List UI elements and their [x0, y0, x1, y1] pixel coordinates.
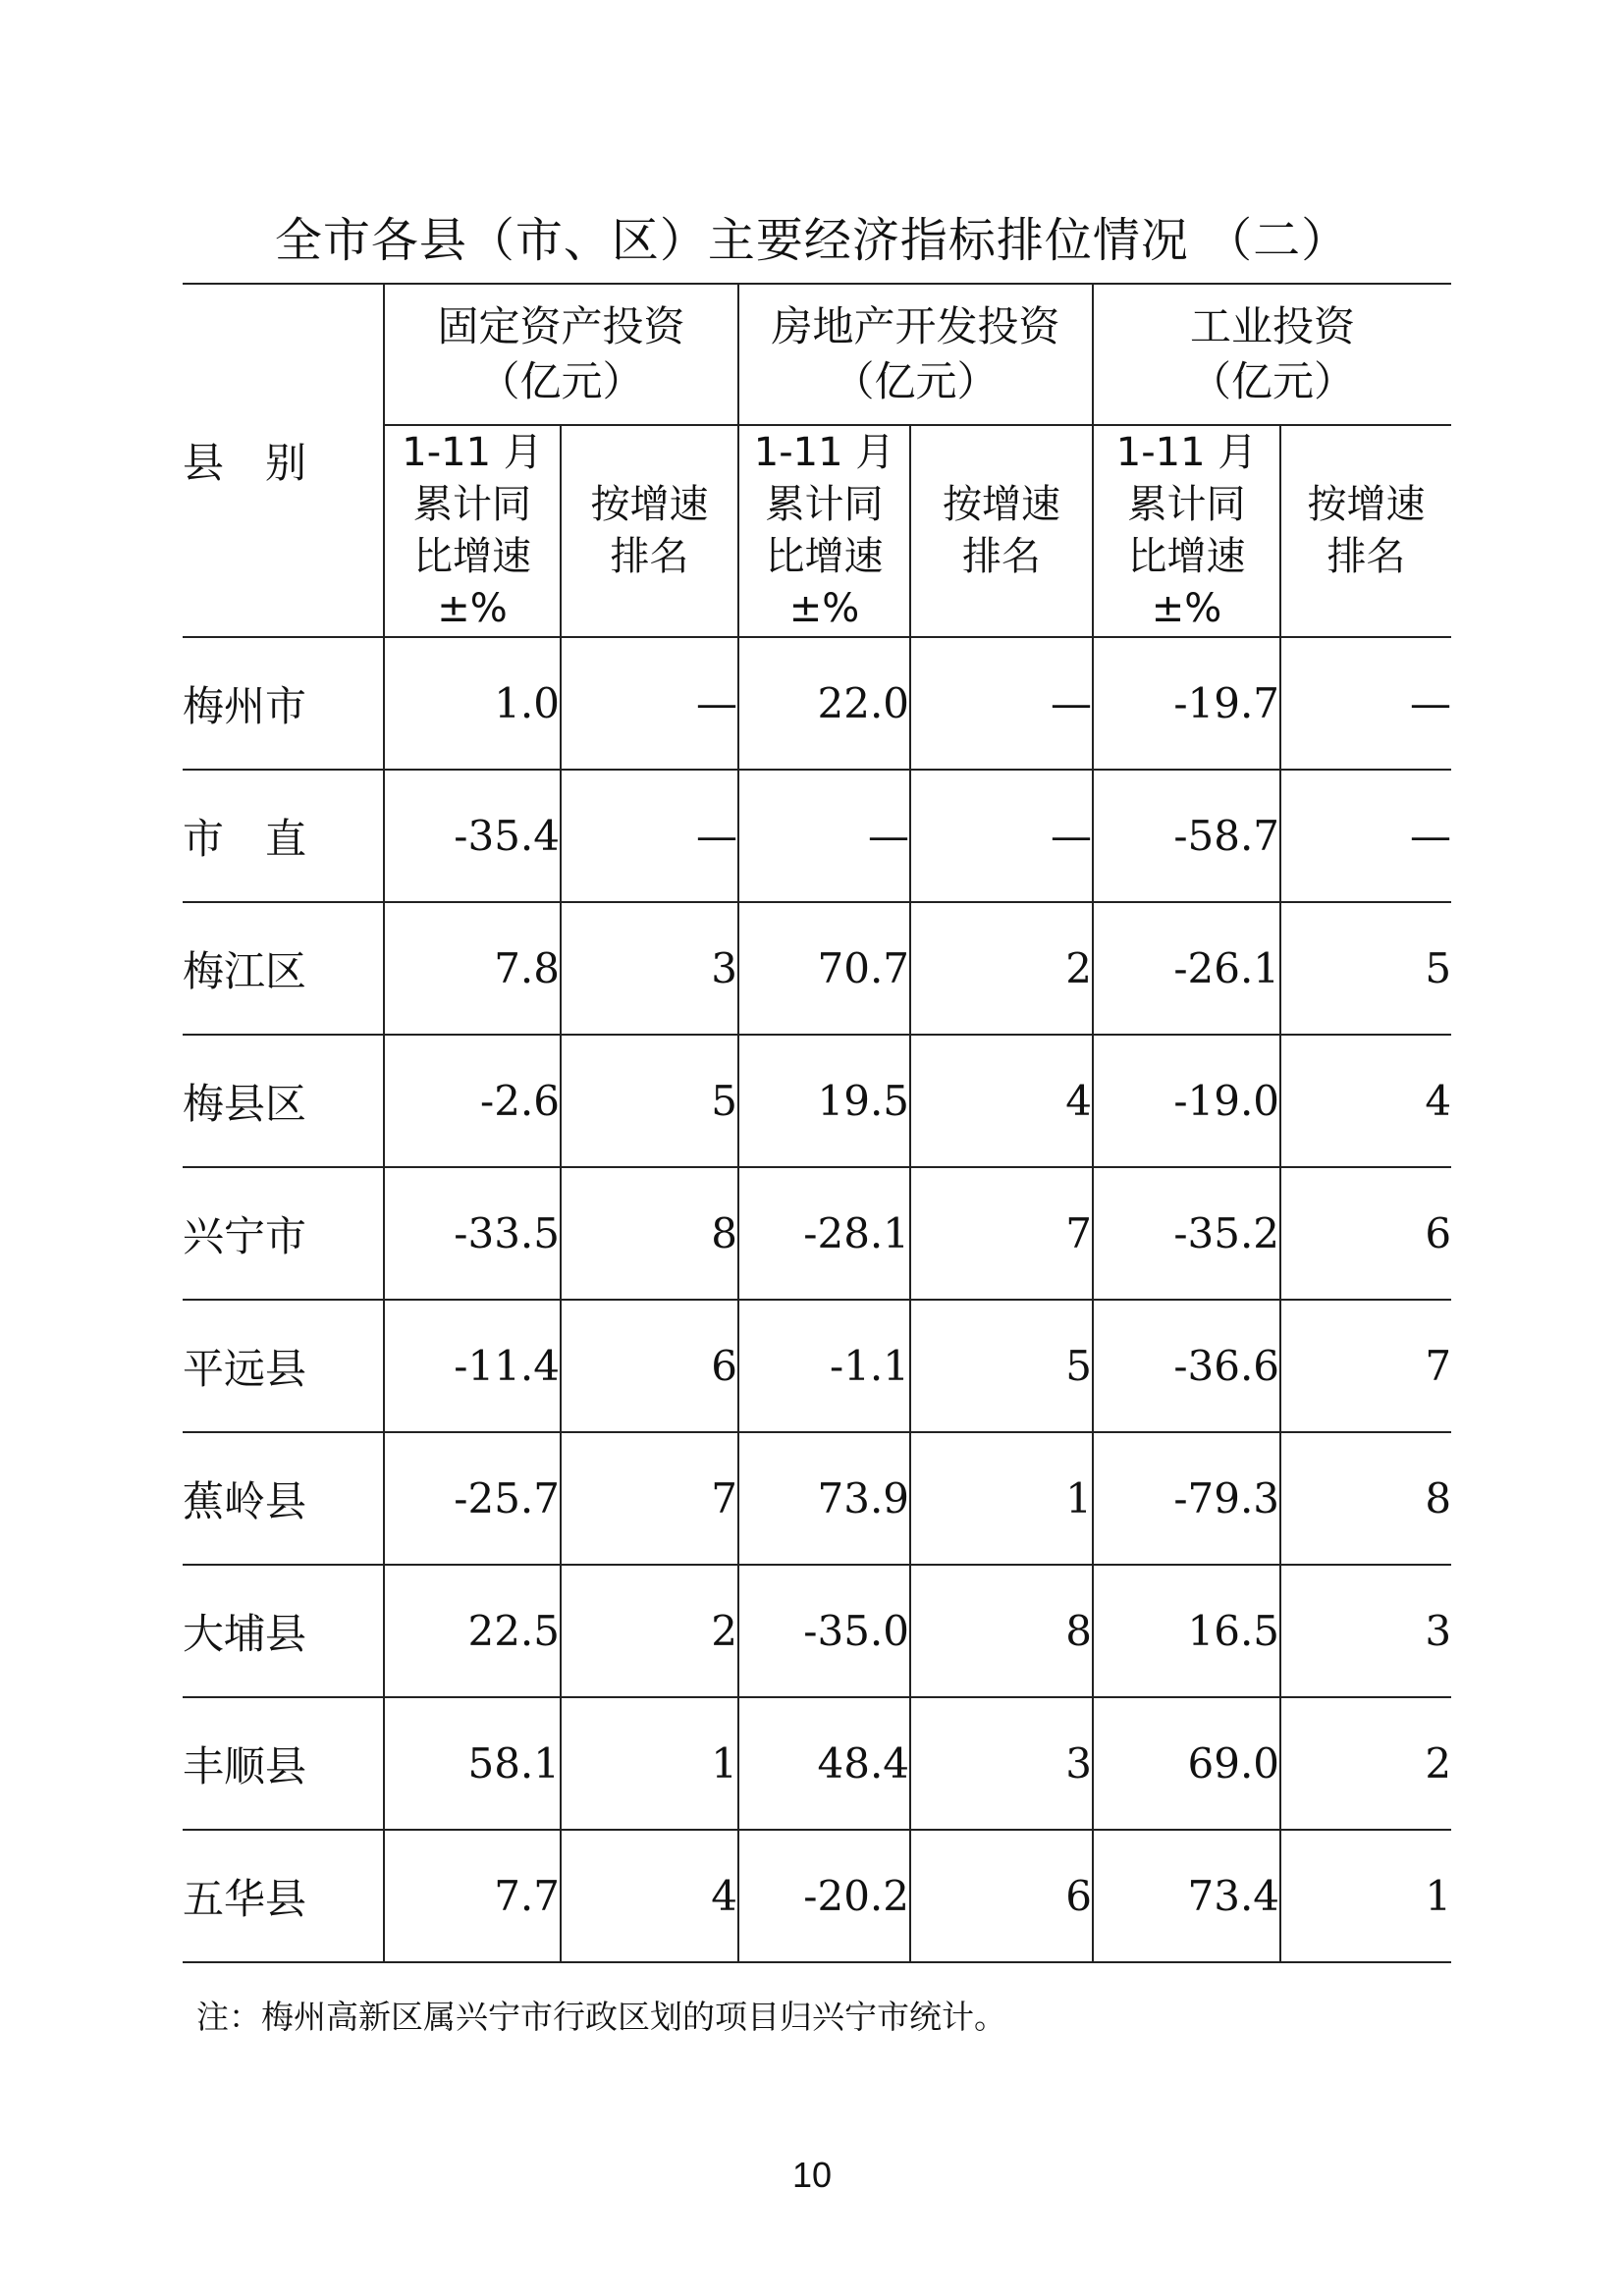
rank-header — [1280, 425, 1451, 637]
rank-value: 1 — [910, 1432, 1093, 1565]
rank-value: 5 — [1280, 902, 1451, 1035]
growth-header-line: 累计同 — [765, 482, 884, 527]
group-name: 房地产开发投资 — [771, 302, 1060, 350]
rank-header-line: 按增速 — [1307, 482, 1426, 527]
growth-value: 70.7 — [738, 902, 910, 1035]
growth-value: -35.4 — [384, 770, 561, 902]
growth-header-line: 累计同 — [413, 482, 531, 527]
growth-value: -33.5 — [384, 1167, 561, 1300]
rank-value: 6 — [910, 1830, 1093, 1962]
county-name: 平远县 — [183, 1300, 384, 1432]
growth-value: -58.7 — [1093, 770, 1280, 902]
economic-indicators-table — [183, 283, 1451, 1963]
rank-value: — — [910, 770, 1093, 902]
growth-header-line: ±% — [437, 586, 508, 631]
rank-value: 5 — [561, 1035, 738, 1167]
rank-value: 1 — [1280, 1830, 1451, 1962]
rank-value: 5 — [910, 1300, 1093, 1432]
rank-header — [910, 425, 1093, 637]
table-row — [183, 637, 1451, 770]
growth-header-line: 1-11 月 — [402, 430, 543, 475]
growth-value: 7.7 — [384, 1830, 561, 1962]
growth-rate-header — [738, 425, 910, 637]
group-name: 固定资产投资 — [437, 302, 685, 350]
rank-value: 3 — [561, 902, 738, 1035]
growth-value: -26.1 — [1093, 902, 1280, 1035]
county-name: 五华县 — [183, 1830, 384, 1962]
growth-header-line: 1-11 月 — [753, 430, 895, 475]
growth-value: -79.3 — [1093, 1432, 1280, 1565]
rank-value: 3 — [1280, 1565, 1451, 1697]
rank-value: — — [561, 770, 738, 902]
growth-value: 69.0 — [1093, 1697, 1280, 1830]
table-row — [183, 1300, 1451, 1432]
rank-value: 2 — [910, 902, 1093, 1035]
rank-value: 4 — [1280, 1035, 1451, 1167]
county-name: 梅县区 — [183, 1035, 384, 1167]
growth-value: -1.1 — [738, 1300, 910, 1432]
growth-header-line: 比增速 — [413, 534, 531, 579]
growth-header-line: 1-11 月 — [1115, 430, 1258, 475]
rank-value: 8 — [561, 1167, 738, 1300]
table-row — [183, 1035, 1451, 1167]
growth-value: 7.8 — [384, 902, 561, 1035]
rank-value: 2 — [561, 1565, 738, 1697]
growth-value: 16.5 — [1093, 1565, 1280, 1697]
growth-value: 58.1 — [384, 1697, 561, 1830]
growth-value: 73.4 — [1093, 1830, 1280, 1962]
rank-value: 1 — [561, 1697, 738, 1830]
table-row — [183, 1167, 1451, 1300]
rank-value: 6 — [561, 1300, 738, 1432]
footnote: 注：梅州高新区属兴宁市行政区划的项目归兴宁市统计。 — [196, 1998, 1006, 2036]
growth-value: 48.4 — [738, 1697, 910, 1830]
table-row — [183, 1432, 1451, 1565]
growth-value: 1.0 — [384, 637, 561, 770]
growth-header-line: 比增速 — [765, 534, 884, 579]
rank-value: — — [1280, 637, 1451, 770]
rank-value: 7 — [561, 1432, 738, 1565]
county-name: 兴宁市 — [183, 1167, 384, 1300]
growth-value: -19.0 — [1093, 1035, 1280, 1167]
growth-rate-header — [1093, 425, 1280, 637]
group-header-industrial — [1093, 284, 1451, 425]
growth-value: -19.7 — [1093, 637, 1280, 770]
growth-value: -28.1 — [738, 1167, 910, 1300]
table-row — [183, 1697, 1451, 1830]
group-header-real-estate — [738, 284, 1093, 425]
rank-value: 7 — [910, 1167, 1093, 1300]
group-unit: （亿元） — [833, 357, 999, 405]
growth-value: -25.7 — [384, 1432, 561, 1565]
rank-value: 4 — [561, 1830, 738, 1962]
rank-header-line: 排名 — [1326, 534, 1406, 579]
rank-header-line: 按增速 — [943, 482, 1061, 527]
page-number: 10 — [791, 2155, 833, 2195]
growth-value: -35.0 — [738, 1565, 910, 1697]
table-row — [183, 770, 1451, 902]
group-unit: （亿元） — [1190, 357, 1356, 405]
table-row — [183, 1830, 1451, 1962]
rank-header-line: 排名 — [962, 534, 1042, 579]
county-name: 市 直 — [183, 770, 384, 902]
growth-value: -36.6 — [1093, 1300, 1280, 1432]
growth-value: -11.4 — [384, 1300, 561, 1432]
growth-value: -20.2 — [738, 1830, 910, 1962]
rank-header-line: 排名 — [610, 534, 689, 579]
growth-value: — — [738, 770, 910, 902]
rank-header-line: 按增速 — [590, 482, 709, 527]
growth-value: -2.6 — [384, 1035, 561, 1167]
growth-value: -35.2 — [1093, 1167, 1280, 1300]
page-title: 全市各县（市、区）主要经济指标排位情况 （二） — [274, 213, 1350, 268]
table-row — [183, 902, 1451, 1035]
rank-value: 7 — [1280, 1300, 1451, 1432]
county-name: 梅江区 — [183, 902, 384, 1035]
growth-rate-header — [384, 425, 561, 637]
growth-header-line: ±% — [788, 586, 860, 631]
group-name: 工业投资 — [1190, 302, 1356, 350]
rank-value: — — [1280, 770, 1451, 902]
growth-header-line: 累计同 — [1127, 482, 1246, 527]
growth-value: 22.5 — [384, 1565, 561, 1697]
rank-value: 8 — [910, 1565, 1093, 1697]
group-unit: （亿元） — [478, 357, 644, 405]
county-name: 梅州市 — [183, 637, 384, 770]
county-name: 蕉岭县 — [183, 1432, 384, 1565]
rank-value: 8 — [1280, 1432, 1451, 1565]
county-name: 大埔县 — [183, 1565, 384, 1697]
rank-value: 2 — [1280, 1697, 1451, 1830]
rank-value: 4 — [910, 1035, 1093, 1167]
county-header: 县 别 — [183, 284, 384, 637]
county-name: 丰顺县 — [183, 1697, 384, 1830]
group-header-fixed-asset — [384, 284, 738, 425]
rank-value: 3 — [910, 1697, 1093, 1830]
growth-value: 22.0 — [738, 637, 910, 770]
growth-header-line: 比增速 — [1127, 534, 1246, 579]
rank-value: — — [910, 637, 1093, 770]
growth-value: 19.5 — [738, 1035, 910, 1167]
rank-value: — — [561, 637, 738, 770]
rank-value: 6 — [1280, 1167, 1451, 1300]
rank-header — [561, 425, 738, 637]
growth-value: 73.9 — [738, 1432, 910, 1565]
table-row — [183, 1565, 1451, 1697]
growth-header-line: ±% — [1151, 586, 1222, 631]
